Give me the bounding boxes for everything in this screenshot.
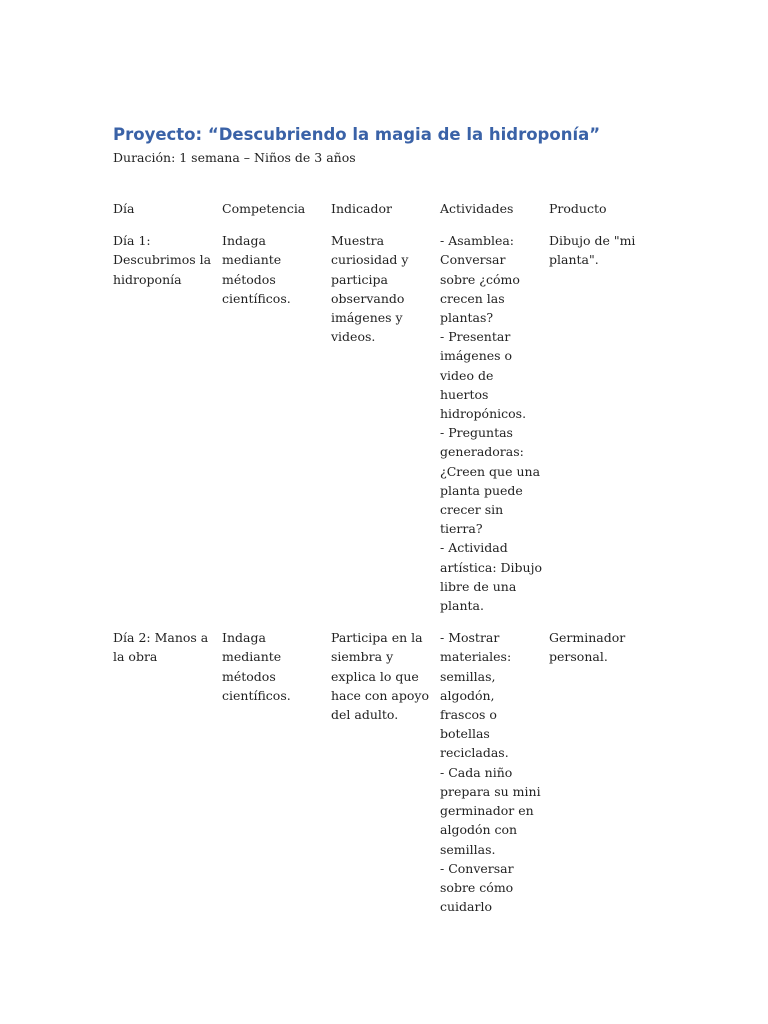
- cell-indicador: Participa en la siembra y explica lo que hace con apoyo del adulto.: [331, 630, 429, 723]
- document-title: Proyecto: “Descubriendo la magia de la hidroponía”: [113, 125, 601, 144]
- table-header-row: [113, 199, 658, 231]
- header-producto: Producto: [549, 201, 607, 216]
- cell-producto: Dibujo de "mi planta".: [549, 233, 636, 268]
- header-dia: Día: [113, 201, 135, 216]
- document-page: [113, 124, 673, 929]
- activity-item: - Conversar sobre cómo cuidarlo: [440, 860, 514, 915]
- activity-item: - Asamblea: Conversar sobre ¿cómo crecen las plantas?: [440, 233, 520, 326]
- cell-actividades: [440, 231, 549, 628]
- cell-dia: Día 2: Manos a la obra: [113, 630, 209, 665]
- header-indicador: Indicador: [331, 201, 392, 216]
- header-competencia: Competencia: [222, 201, 306, 216]
- activity-item: - Presentar imágenes o video de huertos hidropónicos.: [440, 329, 527, 422]
- table-row: [113, 231, 658, 628]
- cell-competencia: Indaga mediante métodos científicos.: [222, 233, 291, 306]
- cell-actividades: [440, 628, 549, 929]
- document-subtitle: Duración: 1 semana – Niños de 3 años: [113, 150, 356, 165]
- header-actividades: Actividades: [440, 201, 514, 216]
- cell-producto: Germinador personal.: [549, 630, 626, 665]
- activity-item: - Actividad artística: Dibujo libre de una planta.: [440, 540, 542, 614]
- activity-item: - Preguntas generadoras: ¿Creen que una planta puede crecer sin tierra?: [440, 425, 541, 537]
- project-table: [113, 199, 658, 929]
- table-row: [113, 628, 658, 929]
- activity-item: - Cada niño prepara su mini germinador en algodón con semillas.: [440, 764, 541, 857]
- cell-indicador: Muestra curiosidad y participa observando imágenes y videos.: [331, 233, 409, 345]
- activity-item: - Mostrar materiales: semillas, algodón, frascos o botellas recicladas.: [440, 630, 512, 761]
- cell-dia: Día 1: Descubrimos la hidroponía: [113, 233, 212, 287]
- cell-competencia: Indaga mediante métodos científicos.: [222, 630, 291, 703]
